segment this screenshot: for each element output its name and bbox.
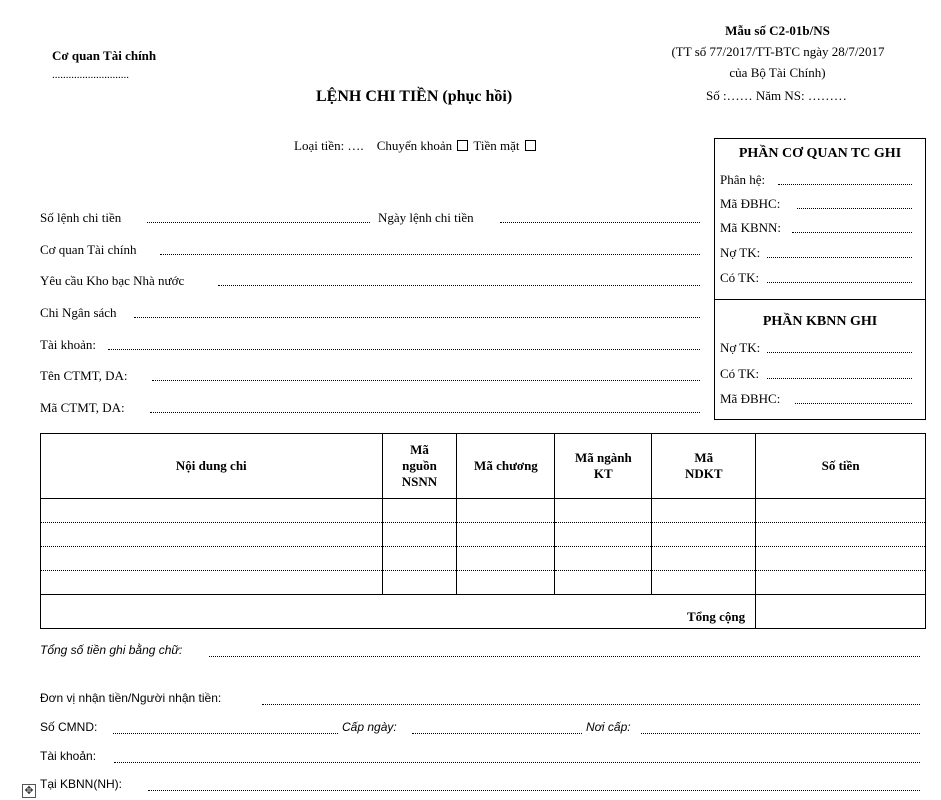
- bank-label: Tại KBNN(NH):: [40, 777, 123, 791]
- kbnn-credit-field[interactable]: [767, 378, 912, 379]
- number-line: Số :…… Năm NS: ………: [706, 88, 847, 103]
- order-no-label: Số lệnh chi tiền: [40, 210, 122, 225]
- tc-row-kbnn: Mã KBNN:: [720, 220, 782, 235]
- transfer-checkbox[interactable]: [457, 140, 468, 151]
- circular-ref: (TT số 77/2017/TT-BTC ngày 28/7/2017: [671, 44, 885, 59]
- order-no-field[interactable]: [147, 222, 370, 223]
- order-date-field[interactable]: [500, 222, 700, 223]
- transfer-label: Chuyển khoản: [376, 138, 453, 153]
- finance-agency-field[interactable]: [160, 254, 700, 255]
- table-row[interactable]: [41, 547, 926, 571]
- kbnn-row-dbhc: Mã ĐBHC:: [720, 391, 781, 406]
- issue-date-label: Cấp ngày:: [342, 720, 397, 734]
- kbnn-box-title: PHẦN KBNN GHI: [762, 314, 878, 329]
- recipient-field[interactable]: [262, 704, 920, 705]
- tc-credit-field[interactable]: [767, 282, 912, 283]
- col-sector-header: Mã ngành KT: [555, 434, 652, 499]
- total-label: Tổng cộng: [41, 595, 756, 629]
- col-source-header: Mã nguồn NSNN: [382, 434, 457, 499]
- agency-label: Cơ quan Tài chính: [52, 48, 157, 63]
- account-label: Tài khoản:: [40, 337, 96, 352]
- tc-box-title: PHẦN CƠ QUAN TC GHI: [738, 146, 902, 161]
- cash-checkbox[interactable]: [525, 140, 536, 151]
- id-no-label: Số CMND:: [40, 720, 98, 734]
- table-header-row: [41, 434, 926, 499]
- request-treasury-field[interactable]: [218, 285, 700, 286]
- tc-row-debit: Nợ TK:: [720, 245, 761, 260]
- in-words-field[interactable]: [209, 656, 920, 657]
- tc-dbhc-field[interactable]: [797, 208, 912, 209]
- issue-place-field[interactable]: [641, 733, 920, 734]
- kbnn-row-debit: Nợ TK:: [720, 340, 761, 355]
- in-words-label: Tổng số tiền ghi bằng chữ:: [40, 643, 183, 657]
- program-name-label: Tên CTMT, DA:: [40, 368, 128, 383]
- bottom-account-label: Tài khoản:: [40, 749, 97, 763]
- tc-debit-field[interactable]: [767, 257, 912, 258]
- issue-place-label: Nơi cấp:: [586, 720, 631, 734]
- program-name-field[interactable]: [152, 380, 700, 381]
- money-type-row: [294, 139, 538, 154]
- kbnn-dbhc-field[interactable]: [795, 403, 912, 404]
- col-amount-header: Số tiền: [756, 434, 926, 499]
- issue-date-field[interactable]: [412, 733, 582, 734]
- bottom-account-field[interactable]: [114, 762, 920, 763]
- page-title: LỆNH CHI TIỀN (phục hồi): [316, 88, 513, 105]
- form-code: Mẫu số C2-01b/NS: [725, 23, 830, 38]
- col-chapter-header: Mã chương: [457, 434, 555, 499]
- ministry-ref: của Bộ Tài Chính): [729, 65, 826, 80]
- table-row[interactable]: [41, 499, 926, 523]
- box-divider: [714, 299, 926, 300]
- request-treasury-label: Yêu cầu Kho bạc Nhà nước: [40, 273, 185, 288]
- money-type-label: Loại tiền: ….: [294, 138, 364, 153]
- table-row[interactable]: [41, 571, 926, 595]
- table-row[interactable]: [41, 523, 926, 547]
- table-move-handle-icon[interactable]: ✥: [22, 784, 36, 798]
- col-ndkt-header: Mã NDKT: [652, 434, 756, 499]
- budget-label: Chi Ngân sách: [40, 305, 117, 320]
- tc-row-dbhc: Mã ĐBHC:: [720, 196, 781, 211]
- program-code-field[interactable]: [150, 412, 700, 413]
- budget-field[interactable]: [134, 317, 700, 318]
- expense-table: [40, 433, 926, 629]
- kbnn-row-credit: Có TK:: [720, 366, 760, 381]
- total-row: [41, 595, 926, 629]
- finance-agency-label: Cơ quan Tài chính: [40, 242, 137, 257]
- tc-subsystem-field[interactable]: [778, 184, 912, 185]
- recipient-label: Đơn vị nhận tiền/Người nhận tiền:: [40, 691, 222, 705]
- order-date-label: Ngày lệnh chi tiền: [378, 210, 474, 225]
- bank-field[interactable]: [148, 790, 920, 791]
- col-content-header: Nội dung chi: [41, 434, 383, 499]
- tc-kbnn-field[interactable]: [792, 232, 912, 233]
- program-code-label: Mã CTMT, DA:: [40, 400, 125, 415]
- tc-row-subsystem: Phân hệ:: [720, 172, 766, 187]
- total-amount-cell[interactable]: [756, 595, 926, 629]
- kbnn-debit-field[interactable]: [767, 352, 912, 353]
- id-no-field[interactable]: [113, 733, 338, 734]
- tc-row-credit: Có TK:: [720, 270, 760, 285]
- agency-blank: ............................: [52, 69, 129, 81]
- cash-label: Tiền mặt: [473, 138, 520, 153]
- account-field[interactable]: [108, 349, 700, 350]
